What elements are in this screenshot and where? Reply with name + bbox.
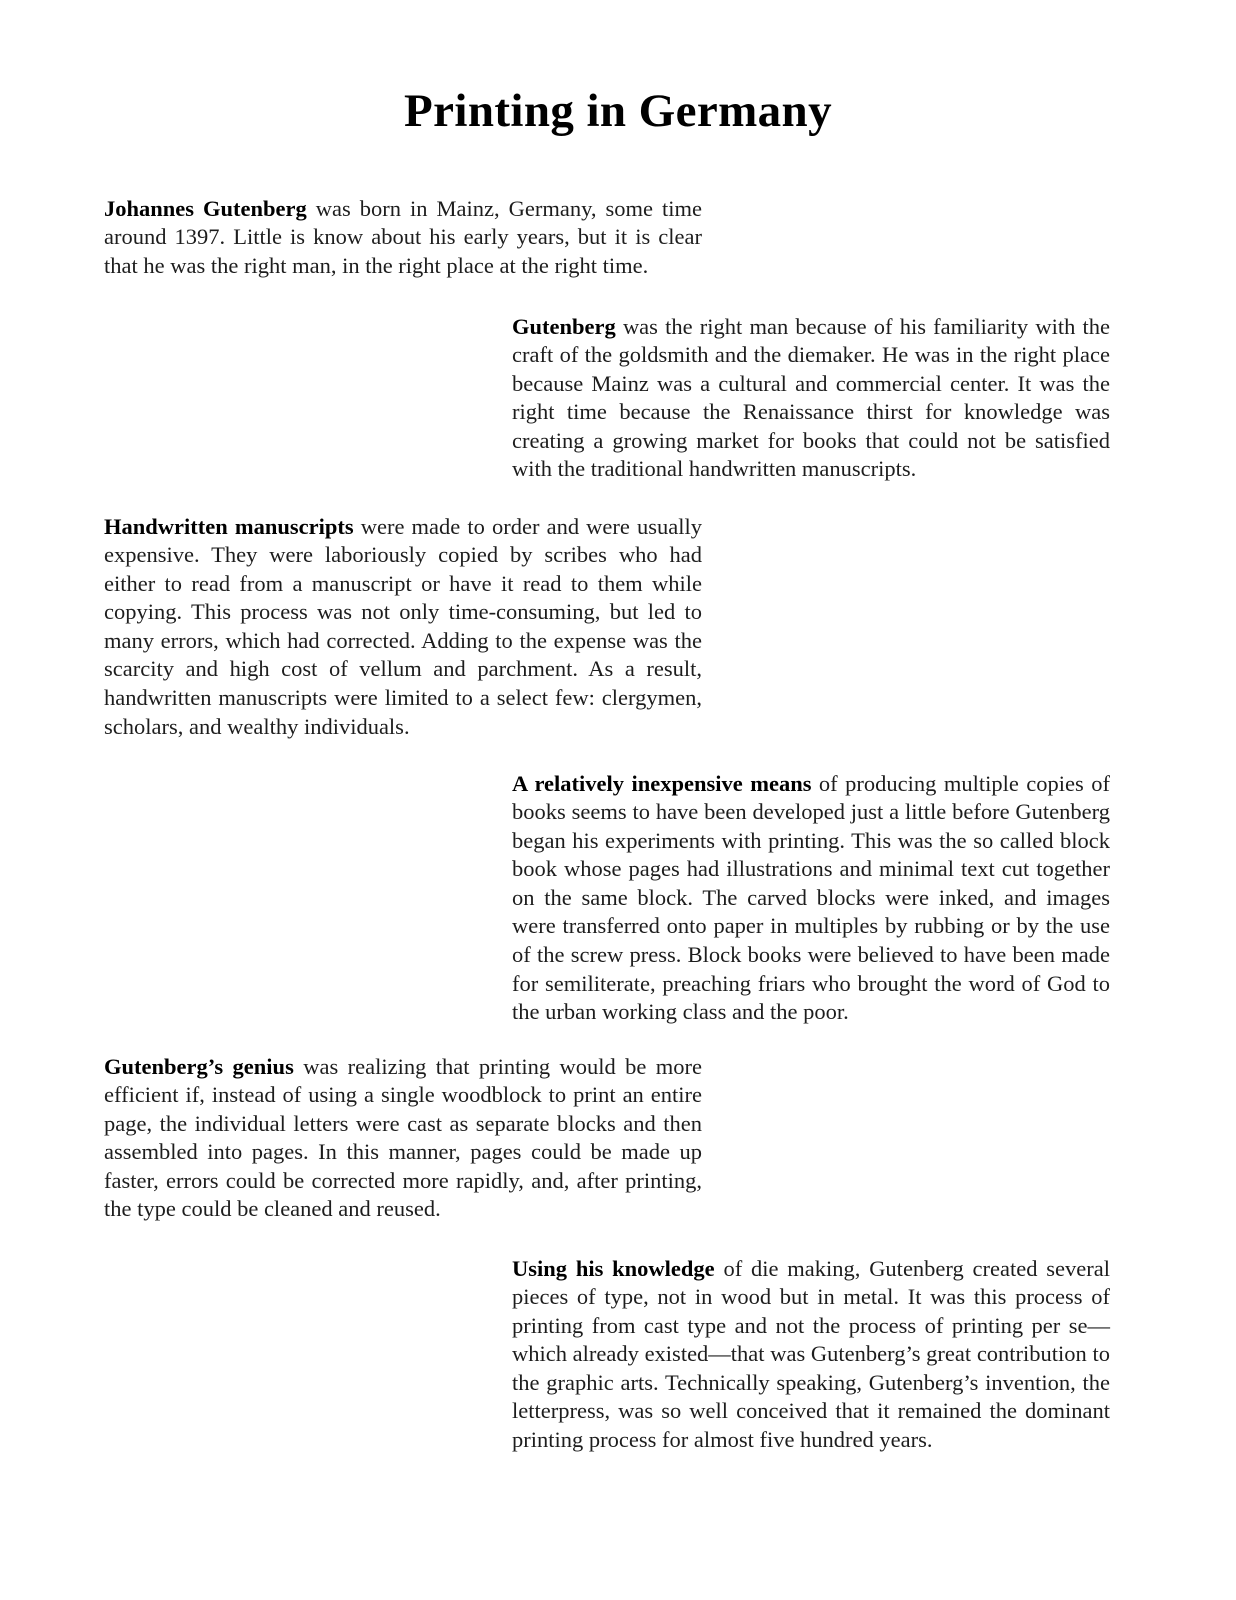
paragraph-intro — [104, 195, 702, 281]
paragraph-using-his-knowledge — [512, 1255, 1110, 1455]
paragraph-inexpensive-means — [512, 770, 1110, 1027]
paragraph-gutenbergs-genius — [104, 1053, 702, 1225]
paragraph-body: of die making, Gutenberg created several pieces of type, not in wood but in metal. It was this process of printing from cast type and not the process of printing per se—which already existed—that was Gutenberg’s great contribution to the graphic arts. Technically speaking, Gutenberg’s invention, the letterpress, was so well conceived that it remained the dominant printing process for almost five hundred years. — [512, 1255, 1110, 1453]
paragraph-body: was born in Mainz, Germany, some time around 1397. Little is know about his early years, but it is clear that he was the right man, in the right place at the right time. — [104, 195, 702, 278]
paragraph-lead-in: Gutenberg’s genius — [104, 1053, 294, 1079]
paragraph-body: was the right man because of his familiarity with the craft of the goldsmith and the diemaker. He was in the right place because Mainz was a cultural and commercial center. It was the right time because the Renaissance thirst for knowledge was creating a growing market for books that could not be satisfied with the traditional handwritten manuscripts. — [512, 313, 1110, 482]
page-title: Printing in Germany — [404, 85, 832, 138]
paragraph-lead-in: Johannes Gutenberg — [104, 195, 307, 221]
paragraph-body: of producing multiple copies of books seems to have been developed just a little before Gutenberg began his experiments with printing. This was the so called block book whose pages had illustrations and minimal text cut together on the same block. The carved blocks were inked, and images were transferred onto paper in multiples by rubbing or by the use of the screw press. Block books were believed to have been made for semiliterate, preaching friars who brought the word of God to the urban working class and the poor. — [512, 770, 1110, 1025]
paragraph-right-man — [512, 313, 1110, 485]
paragraph-lead-in: Gutenberg — [512, 313, 616, 339]
paragraph-lead-in: Using his knowledge — [512, 1255, 715, 1281]
paragraph-body: was realizing that printing would be more efficient if, instead of using a single woodblock to print an entire page, the individual letters were cast as separate blocks and then assembled into pages. In this manner, pages could be made up faster, errors could be corrected more rapidly, and, after printing, the type could be cleaned and reused. — [104, 1053, 702, 1222]
paragraph-body: were made to order and were usually expensive. They were laboriously copied by scribes who had either to read from a manuscript or have it read to them while copying. This process was not only time-consuming, but led to many errors, which had corrected. Adding to the expense was the scarcity and high cost of vellum and parchment. As a result, handwritten manuscripts were limited to a select few: clergymen, scholars, and wealthy individuals. — [104, 513, 702, 739]
paragraph-lead-in: A relatively inexpensive means — [512, 770, 812, 796]
paragraph-lead-in: Handwritten manuscripts — [104, 513, 354, 539]
paragraph-handwritten-manuscripts — [104, 513, 702, 742]
